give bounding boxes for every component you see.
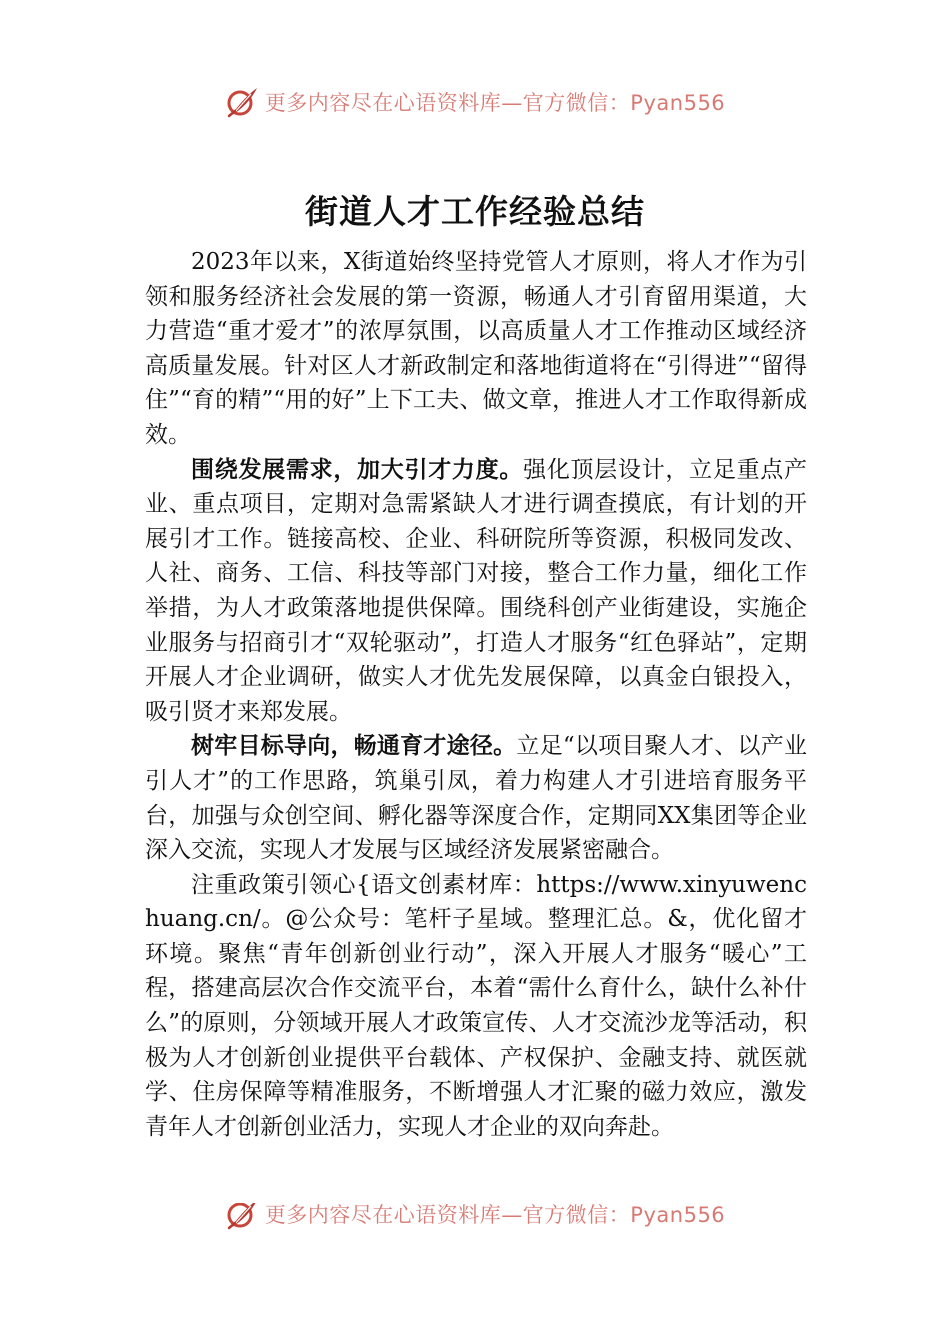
paragraph-recruit <box>145 453 807 730</box>
article-body <box>145 245 807 1144</box>
paragraph-text: 立足“以项目聚人才、以产业引人才”的工作思路，筑巢引凤，着力构建人才引进培育服务平台，加强与众创空间、孵化器等深度合作，定期同XX集团等企业深入交流，实现人才发展与区域经济发展紧密融合。 <box>145 733 807 864</box>
watermark-text: 更多内容尽在心语资料库—官方微信：Pyan556 <box>264 1203 726 1227</box>
paragraph-heading: 围绕发展需求，加大引才力度。 <box>191 456 524 483</box>
paragraph-text: 2023年以来，X街道始终坚持党管人才原则，将人才作为引领和服务经济社会发展的第一资源，畅通人才引育留用渠道，大力营造“重才爱才”的浓厚氛围，以高质量人才工作推动区域经济高质量发展。针对区人才新政制定和落地街道将在“引得进”“留得住”“育的精”“用的好”上下工夫、做文章，推进人才工作取得新成效。 <box>145 249 807 448</box>
quill-logo-icon <box>225 1203 259 1231</box>
paragraph-heading: 树牢目标导向，畅通育才途径。 <box>191 733 517 760</box>
paragraph-retain <box>145 868 807 1145</box>
watermark-text: 更多内容尽在心语资料库—官方微信：Pyan556 <box>264 91 726 115</box>
quill-logo-icon <box>225 85 259 119</box>
watermark-header <box>0 82 950 122</box>
page-title: 街道人才工作经验总结 <box>305 192 645 231</box>
paragraph-intro <box>145 245 807 453</box>
paragraph-cultivate <box>145 729 807 867</box>
paragraph-text: 注重政策引领心{语文创素材库：https://www.xinyuwenchuang.cn/。@公众号：笔杆子星域。整理汇总。&，优化留才环境。聚焦“青年创新创业行动”，深入开展人才服务“暖心”工程，搭建高层次合作交流平台，本着“需什么育什么，缺什么补什么”的原则，分领域开展人才政策宣传、人才交流沙龙等活动，积极为人才创新创业提供平台载体、产权保护、金融支持、就医就学、住房保障等精准服务，不断增强人才汇聚的磁力效应，激发青年人才创新创业活力，实现人才企业的双向奔赴。 <box>145 871 807 1140</box>
paragraph-text: 强化顶层设计，立足重点产业、重点项目，定期对急需紧缺人才进行调查摸底，有计划的开展引才工作。链接高校、企业、科研院所等资源，积极同发改、人社、商务、工信、科技等部门对接，整合工作力量，细化工作举措，为人才政策落地提供保障。围绕科创产业街建设，实施企业服务与招商引才“双轮驱动”，打造人才服务“红色驿站”，定期开展人才企业调研，做实人才优先发展保障，以真金白银投入，吸引贤才来郑发展。 <box>145 456 808 725</box>
watermark-footer <box>0 1203 950 1237</box>
